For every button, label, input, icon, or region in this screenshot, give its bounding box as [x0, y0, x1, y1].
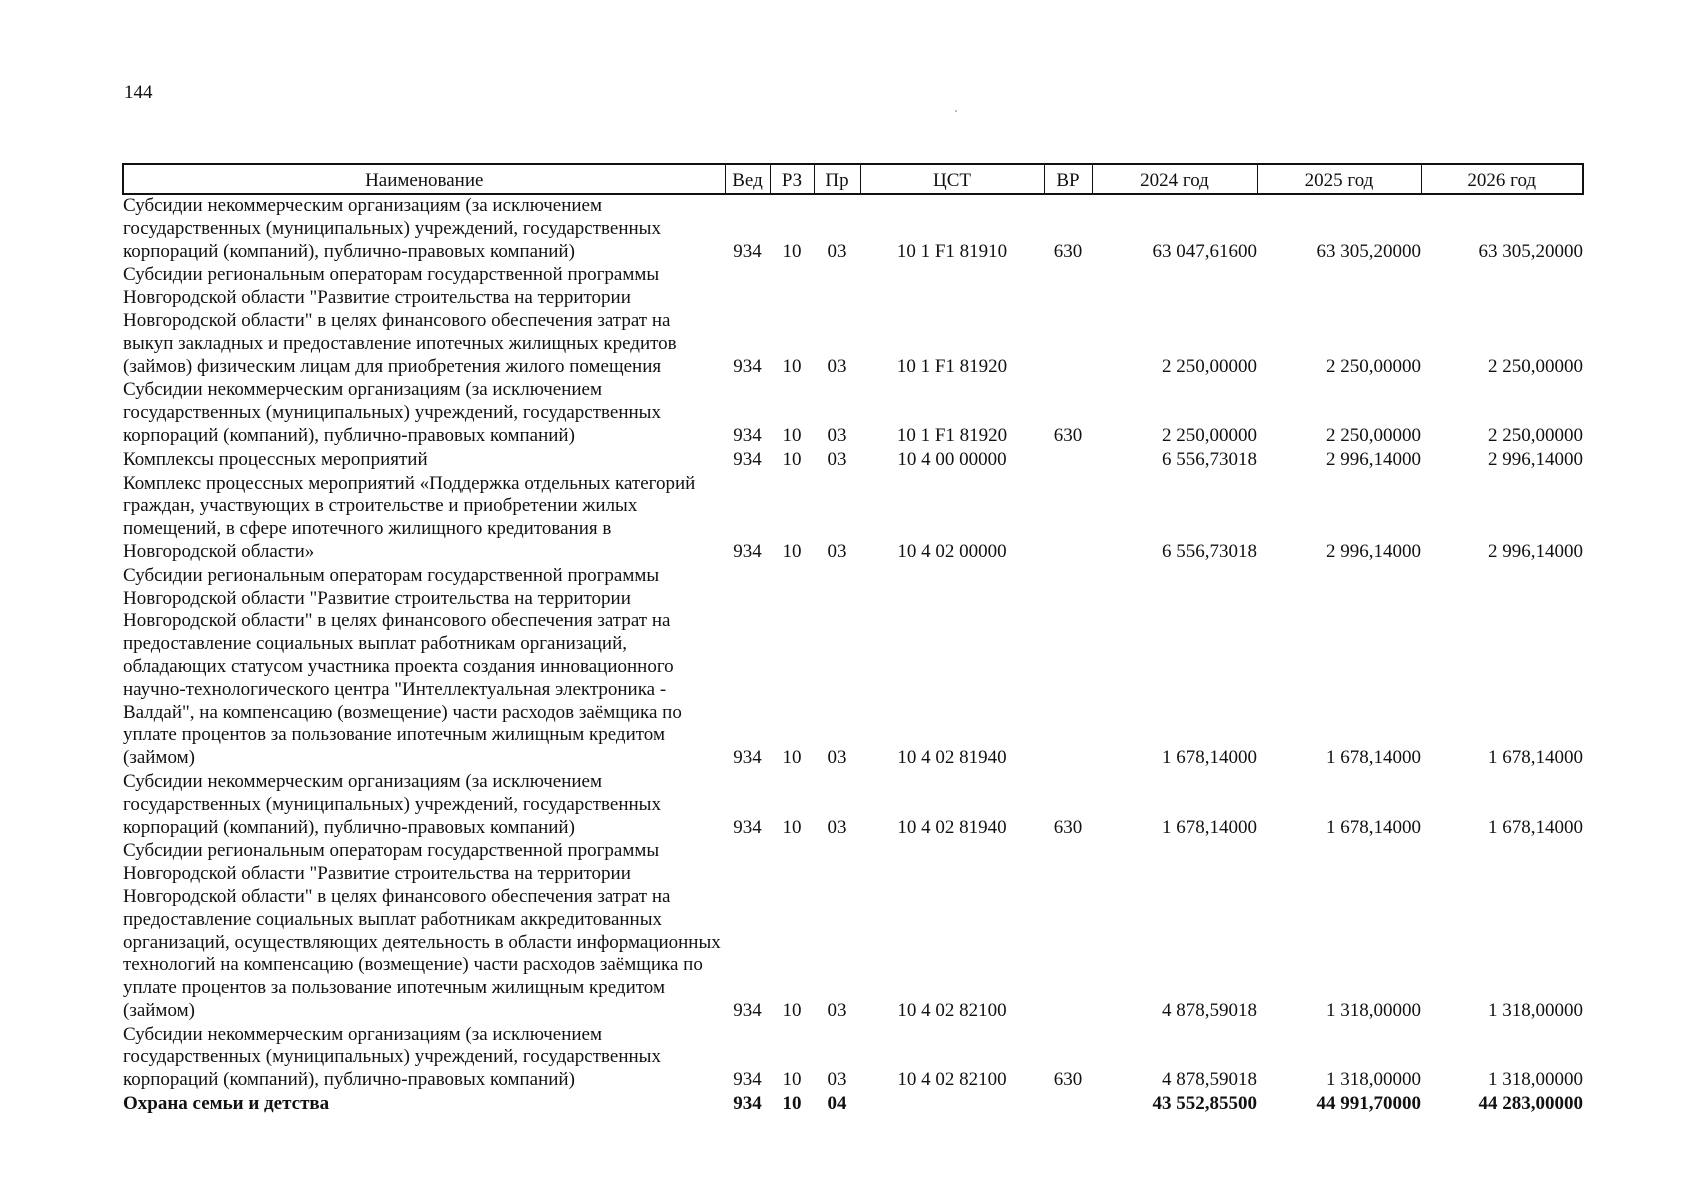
- cell-rz: 10: [782, 540, 802, 562]
- cell-vr: [1044, 449, 1092, 473]
- cell-ved: 934: [733, 240, 762, 262]
- cell-2025: 2 996,14000: [1326, 540, 1421, 562]
- cell-ved: 934: [733, 999, 762, 1021]
- cell-ved: 934: [733, 355, 762, 377]
- cell-2024: 4 878,59018: [1162, 999, 1257, 1021]
- cell-ved: 934: [733, 816, 762, 838]
- cell-name: Комплекс процессных мероприятий «Поддержка отдельных категорий граждан, участвующих в строительстве и приобретении жилых помещений, в сфере ипотечного жилищного кредитования в Новгородской области»: [123, 472, 696, 562]
- table-row: [123, 565, 1583, 771]
- cell-ved: 934: [733, 1093, 762, 1115]
- cell-2026: 2 996,14000: [1488, 540, 1583, 562]
- header-pr: Пр: [814, 164, 860, 194]
- cell-2024: 43 552,85500: [1152, 1093, 1257, 1115]
- cell-ved: 934: [733, 747, 762, 769]
- cell-cst: 10 1 F1 81920: [896, 355, 1008, 377]
- cell-name: Субсидии региональным операторам государственной программы Новгородской области "Развитие строительства на территории Новгородской области" в целях финансового обеспечения затрат на предоставление социальных выплат работникам организаций, обладающих статусом участника проекта создания инновационного научно-технологического центра "Интеллектуальная электроника - Валдай", на компенсацию (возмещение) части расходов заёмщика по уплате процентов за пользование ипотечным жилищным кредитом (займом): [123, 564, 682, 769]
- cell-cst: [860, 1093, 1044, 1117]
- cell-cst: 10 4 02 81940: [897, 816, 1007, 838]
- total-row: [123, 1093, 1583, 1117]
- cell-name: Субсидии некоммерческим организациям (за исключением государственных (муниципальных) учреждений, государственных корпораций (компаний), публично-правовых компаний): [123, 379, 661, 446]
- cell-vr: 630: [1053, 816, 1083, 838]
- cell-name: Охрана семьи и детства: [123, 1093, 330, 1115]
- cell-2025: 44 991,70000: [1316, 1093, 1421, 1115]
- cell-2025: 2 996,14000: [1326, 448, 1421, 470]
- cell-2025: 63 305,20000: [1316, 240, 1421, 262]
- cell-ved: 934: [733, 448, 762, 470]
- cell-pr: 03: [827, 540, 847, 562]
- page-number: 144: [124, 82, 153, 103]
- table-row: [123, 449, 1583, 473]
- table-row: [123, 264, 1583, 379]
- cell-cst: 10 4 02 82100: [897, 999, 1007, 1021]
- cell-rz: 10: [782, 747, 802, 769]
- cell-name: Комплексы процессных мероприятий: [123, 448, 428, 470]
- cell-vr: [1044, 473, 1092, 565]
- cell-2025: 1 678,14000: [1326, 747, 1421, 769]
- header-ved: Вед: [725, 164, 770, 194]
- cell-2024: 2 250,00000: [1162, 355, 1257, 377]
- cell-vr: [1044, 1093, 1092, 1117]
- cell-vr: 630: [1053, 424, 1083, 446]
- cell-2026: 1 318,00000: [1488, 1069, 1583, 1091]
- header-2026: 2026 год: [1421, 164, 1583, 194]
- cell-cst: 10 4 02 82100: [897, 1069, 1007, 1091]
- table-row: [123, 771, 1583, 840]
- cell-2026: 2 996,14000: [1488, 448, 1583, 470]
- cell-2026: 63 305,20000: [1478, 240, 1583, 262]
- header-vr: ВР: [1044, 164, 1092, 194]
- cell-rz: 10: [782, 1069, 802, 1091]
- cell-pr: 03: [827, 747, 847, 769]
- cell-ved: 934: [733, 1069, 762, 1091]
- cell-pr: 03: [827, 240, 847, 262]
- cell-2024: 63 047,61600: [1152, 240, 1257, 262]
- header-2025: 2025 год: [1257, 164, 1421, 194]
- cell-2026: 1 678,14000: [1488, 816, 1583, 838]
- cell-pr: 03: [827, 816, 847, 838]
- cell-cst: 10 4 00 00000: [897, 448, 1007, 470]
- cell-pr: 03: [827, 424, 847, 446]
- cell-vr: [1044, 840, 1092, 1023]
- header-2024: 2024 год: [1092, 164, 1257, 194]
- cell-2024: 4 878,59018: [1162, 1069, 1257, 1091]
- cell-pr: 03: [827, 448, 847, 470]
- cell-rz: 10: [782, 1093, 802, 1115]
- table-row: [123, 379, 1583, 448]
- cell-2026: 44 283,00000: [1478, 1093, 1583, 1115]
- cell-rz: 10: [782, 448, 802, 470]
- cell-vr: 630: [1053, 240, 1083, 262]
- cell-cst: 10 4 02 00000: [897, 540, 1007, 562]
- cell-rz: 10: [782, 240, 802, 262]
- cell-rz: 10: [782, 355, 802, 377]
- cell-ved: 934: [733, 424, 762, 446]
- cell-rz: 10: [782, 816, 802, 838]
- cell-2024: 6 556,73018: [1162, 448, 1257, 470]
- header-name: Наименование: [123, 164, 725, 194]
- cell-rz: 10: [782, 999, 802, 1021]
- cell-name: Субсидии некоммерческим организациям (за исключением государственных (муниципальных) учреждений, государственных корпораций (компаний), публично-правовых компаний): [123, 195, 661, 262]
- cell-2024: 1 678,14000: [1162, 747, 1257, 769]
- table-header: [123, 164, 1583, 194]
- cell-2025: 1 318,00000: [1326, 1069, 1421, 1091]
- cell-cst: 10 4 02 81940: [897, 747, 1007, 769]
- cell-rz: 10: [782, 424, 802, 446]
- cell-2024: 6 556,73018: [1162, 540, 1257, 562]
- cell-pr: 03: [827, 999, 847, 1021]
- cell-name: Субсидии региональным операторам государственной программы Новгородской области "Развитие строительства на территории Новгородской области" в целях финансового обеспечения затрат на предоставление социальных выплат работникам аккредитованных организаций, осуществляющих деятельность в области информационных технологий на компенсацию (возмещение) части расходов заёмщика по уплате процентов за пользование ипотечным жилищным кредитом (займом): [123, 840, 721, 1021]
- cell-name: Субсидии некоммерческим организациям (за исключением государственных (муниципальных) учреждений, государственных корпораций (компаний), публично-правовых компаний): [123, 1023, 661, 1091]
- cell-pr: 03: [827, 355, 847, 377]
- cell-cst: 10 1 F1 81920: [896, 424, 1008, 446]
- cell-2025: 2 250,00000: [1326, 424, 1421, 446]
- cell-cst: 10 1 F1 81910: [896, 240, 1008, 262]
- cell-2026: 1 678,14000: [1488, 747, 1583, 769]
- cell-vr: [1044, 264, 1092, 379]
- cell-2026: 2 250,00000: [1488, 424, 1583, 446]
- cell-pr: 03: [827, 1069, 847, 1091]
- cell-2025: 1 678,14000: [1326, 816, 1421, 838]
- cell-name: Субсидии некоммерческим организациям (за исключением государственных (муниципальных) учреждений, государственных корпораций (компаний), публично-правовых компаний): [123, 770, 661, 838]
- cell-ved: 934: [733, 540, 762, 562]
- cell-2026: 1 318,00000: [1488, 999, 1583, 1021]
- cell-2024: 1 678,14000: [1162, 816, 1257, 838]
- cell-2025: 1 318,00000: [1326, 999, 1421, 1021]
- header-cst: ЦСТ: [860, 164, 1044, 194]
- table-row: [123, 840, 1583, 1023]
- cell-2024: 2 250,00000: [1162, 424, 1257, 446]
- cell-name: Субсидии региональным операторам государственной программы Новгородской области "Развитие строительства на территории Новгородской области" в целях финансового обеспечения затрат на выкуп закладных и предоставление ипотечных жилищных кредитов (займов) физическим лицам для приобретения жилого помещения: [123, 264, 677, 377]
- cell-2025: 2 250,00000: [1326, 355, 1421, 377]
- table-row: [123, 1024, 1583, 1093]
- header-rz: РЗ: [770, 164, 814, 194]
- cell-pr: 04: [827, 1093, 847, 1115]
- cell-2026: 2 250,00000: [1488, 355, 1583, 377]
- cell-vr: [1044, 565, 1092, 771]
- table-row: [123, 194, 1583, 264]
- cell-vr: 630: [1053, 1069, 1083, 1091]
- scan-speck: [955, 110, 957, 112]
- table-row: [123, 473, 1583, 565]
- table-body: [123, 194, 1583, 1117]
- budget-table: [122, 163, 1584, 1117]
